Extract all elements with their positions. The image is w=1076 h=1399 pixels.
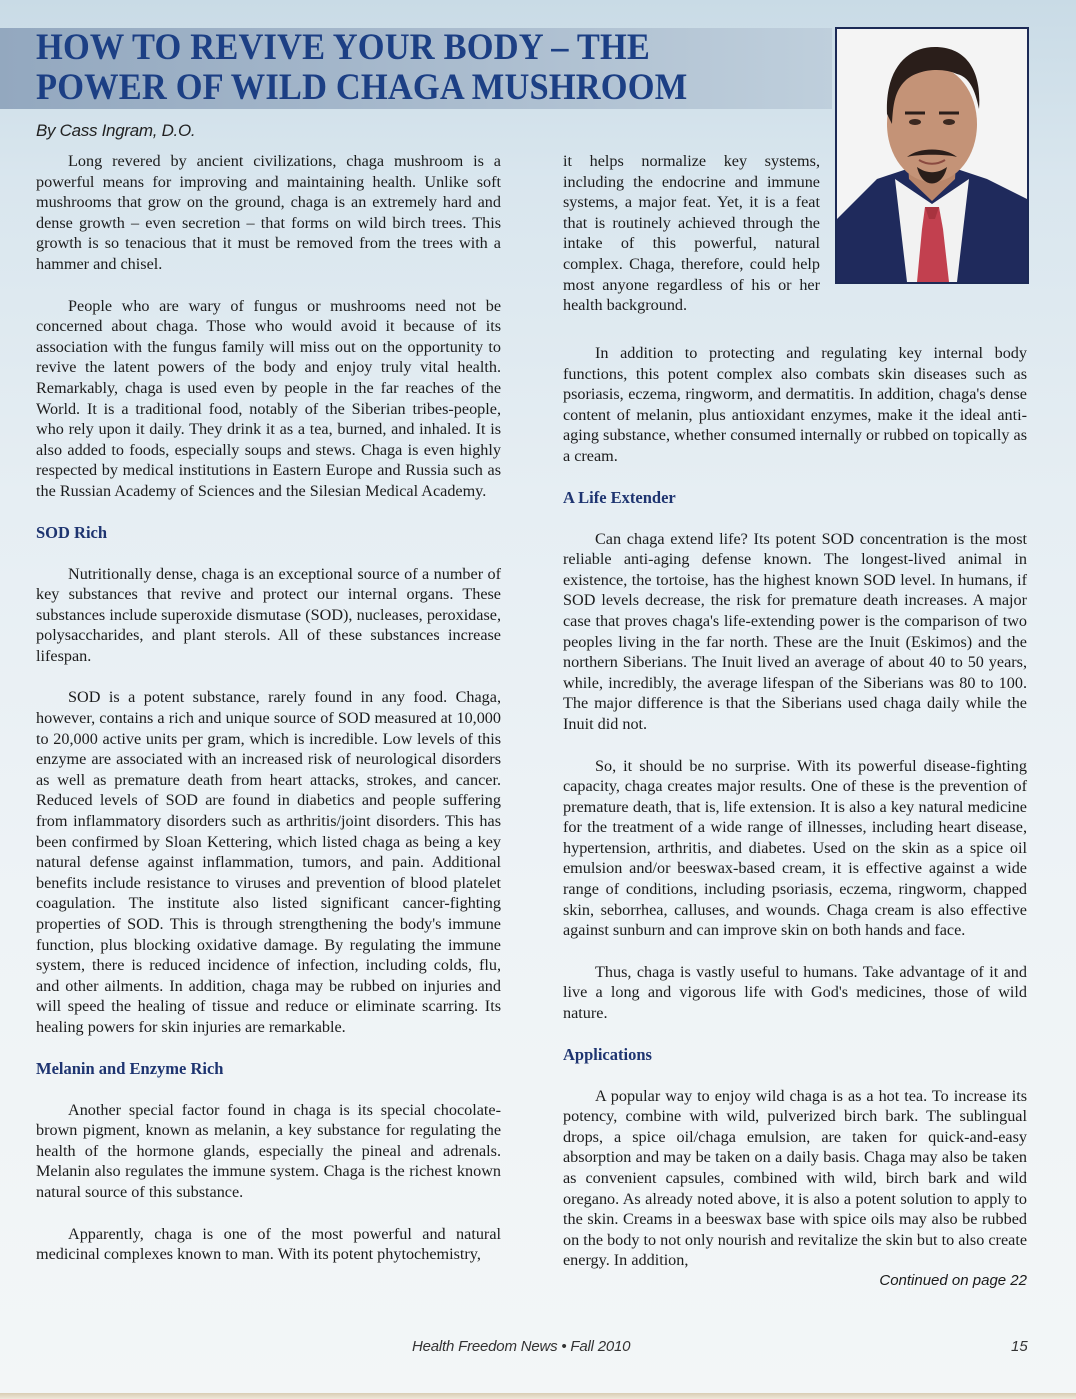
section-heading-applications: Applications — [563, 1044, 652, 1064]
continued-note: Continued on page 22 — [879, 1271, 1027, 1289]
page-number: 15 — [1011, 1338, 1028, 1355]
author-portrait-icon — [837, 29, 1027, 282]
paragraph: Nutritionally dense, chaga is an exceptional source of a number of key substances that revive and protect our internal organs. These substances include superoxide dismutase (SOD), nucleases, peroxidase, polysaccharides, and plant sterols. All of these substances increase lifespan. — [36, 564, 501, 665]
right-column-top — [563, 151, 820, 316]
section-heading-melanin: Melanin and Enzyme Rich — [36, 1058, 224, 1078]
left-column — [36, 151, 501, 1265]
byline: By Cass Ingram, D.O. — [36, 121, 196, 140]
right-column — [563, 343, 1027, 1291]
section-heading-sod-rich: SOD Rich — [36, 522, 108, 542]
title-line-2: POWER OF WILD CHAGA MUSHROOM — [36, 67, 688, 108]
author-photo — [835, 27, 1029, 284]
article-title — [36, 28, 687, 108]
page-edge — [0, 1393, 1076, 1399]
footer-publication: Health Freedom News • Fall 2010 — [412, 1338, 631, 1355]
title-line-1: HOW TO REVIVE YOUR BODY – THE — [36, 27, 651, 68]
paragraph: Thus, chaga is vastly useful to humans. Take advantage of it and live a long and vigorous life with God's medicines, those of wild nature. — [563, 962, 1027, 1023]
paragraph: A popular way to enjoy wild chaga is as a hot tea. To increase its potency, combine with wild, pulverized birch bark. The sublingual drops, a spice oil/chaga emulsion, are taken for quick-and-easy absorption and may be taken on a daily basis. Chaga may also be taken as convenient capsules, combined with wild, birch bark and wild oregano. As already noted above, it is also a potent solution to apply to the skin. Creams in a beeswax base with spice oils may also be rubbed on the body to not only nourish and revitalize the skin but to also create energy. In addition, — [563, 1086, 1027, 1270]
paragraph: Apparently, chaga is one of the most powerful and natural medicinal complexes known to man. With its potent phytochemistry, — [36, 1224, 501, 1264]
paragraph: it helps normalize key systems, including the endocrine and immune systems, a major feat. Yet, it is a feat that is routinely achieved through the intake of this powerful, natural complex. Chaga, therefore, could help most anyone regardless of his or her health background. — [563, 152, 820, 315]
paragraph: Long revered by ancient civilizations, chaga mushroom is a powerful means for improving and maintaining health. Unlike soft mushrooms that grow on the ground, chaga is an extremely hard and dense growth – even secretion – that forms on wild birch trees. This growth is so tenacious that it must be removed from the trees with a hammer and chisel. — [36, 152, 501, 273]
paragraph: So, it should be no surprise. With its powerful disease-fighting capacity, chaga creates major results. One of these is the prevention of premature death, that is, life extension. It is also a key natural medicine for the treatment of a wide range of illnesses, including heart disease, hypertension, arthritis, and diabetes. Used on the skin as a spice oil emulsion and/or beeswax-based cream, it is effective against a wide range of conditions, including psoriasis, eczema, ringworm, chapped skin, seborrhea, calluses, and wounds. Chaga cream is also effective against sunburn and can improve skin on both hands and face. — [563, 756, 1027, 940]
section-heading-life-extender: A Life Extender — [563, 487, 676, 507]
paragraph: Can chaga extend life? Its potent SOD concentration is the most reliable anti-aging defense known. The longest-lived animal in existence, the tortoise, has the highest known SOD level. In humans, if SOD levels decrease, the risk for premature death increases. A major case that proves chaga's life-extending power is the comparison of two peoples living in the far north. These are the Inuit (Eskimos) and the northern Siberians. The Inuit lived an average of about 40 to 50 years, while, incredibly, the average lifespan of the Siberians was 80 to 100. The major difference is that the Siberians used chaga daily while the Inuit did not. — [563, 529, 1027, 733]
paragraph: People who are wary of fungus or mushrooms need not be concerned about chaga. Those who would avoid it because of its association with the fungus family will miss out on the opportunity to revive the latent powers of the body and enjoy truly vital health. Remarkably, chaga is used even by people in the far reaches of the World. It is a traditional food, notably of the Siberian tribes-people, who rely upon it daily. They drink it as a tea, burned, and inhaled. It is also added to foods, especially soups and stews. Chaga is even highly respected by medical institutions in Eastern Europe and Russia such as the Russian Academy of Sciences and the Silesian Medical Academy. — [36, 296, 501, 500]
paragraph: In addition to protecting and regulating key internal body functions, this potent complex also combats skin diseases such as psoriasis, eczema, ringworm, and dermatitis. In addition, chaga's dense content of melanin, plus antioxidant enzymes, make it the ideal anti-aging substance, whether consumed internally or rubbed on topically as a cream. — [563, 344, 1027, 465]
paragraph: SOD is a potent substance, rarely found in any food. Chaga, however, contains a rich and unique source of SOD measured at 10,000 to 20,000 active units per gram, which is incredible. Low levels of this enzyme are associated with an increased risk of neurological disorders as well as premature death from heart attacks, strokes, and cancer. Reduced levels of SOD are found in diabetics and people suffering from inflammatory disorders such as arthritis/joint disorders. This has been confirmed by Sloan Kettering, which listed chaga as being a key natural defense against inflammation, tumors, and pain. Additional benefits include resistance to viruses and prevention of blood platelet coagulation. The institute also listed significant cancer-fighting properties of SOD. This is through strengthening the body's immune function, plus blocking oxidative damage. By regulating the immune system, there is reduced incidence of infection, including colds, flu, and other ailments. In addition, chaga may be rubbed on injuries and will speed the healing of tissue and reduce or eliminate scarring. Its healing powers for skin injuries are remarkable. — [36, 688, 501, 1036]
paragraph: Another special factor found in chaga is its special chocolate-brown pigment, known as melanin, a key substance for regulating the health of the hormone glands, especially the pineal and adrenals. Melanin also regulates the immune system. Chaga is the richest known natural source of this substance. — [36, 1100, 501, 1201]
